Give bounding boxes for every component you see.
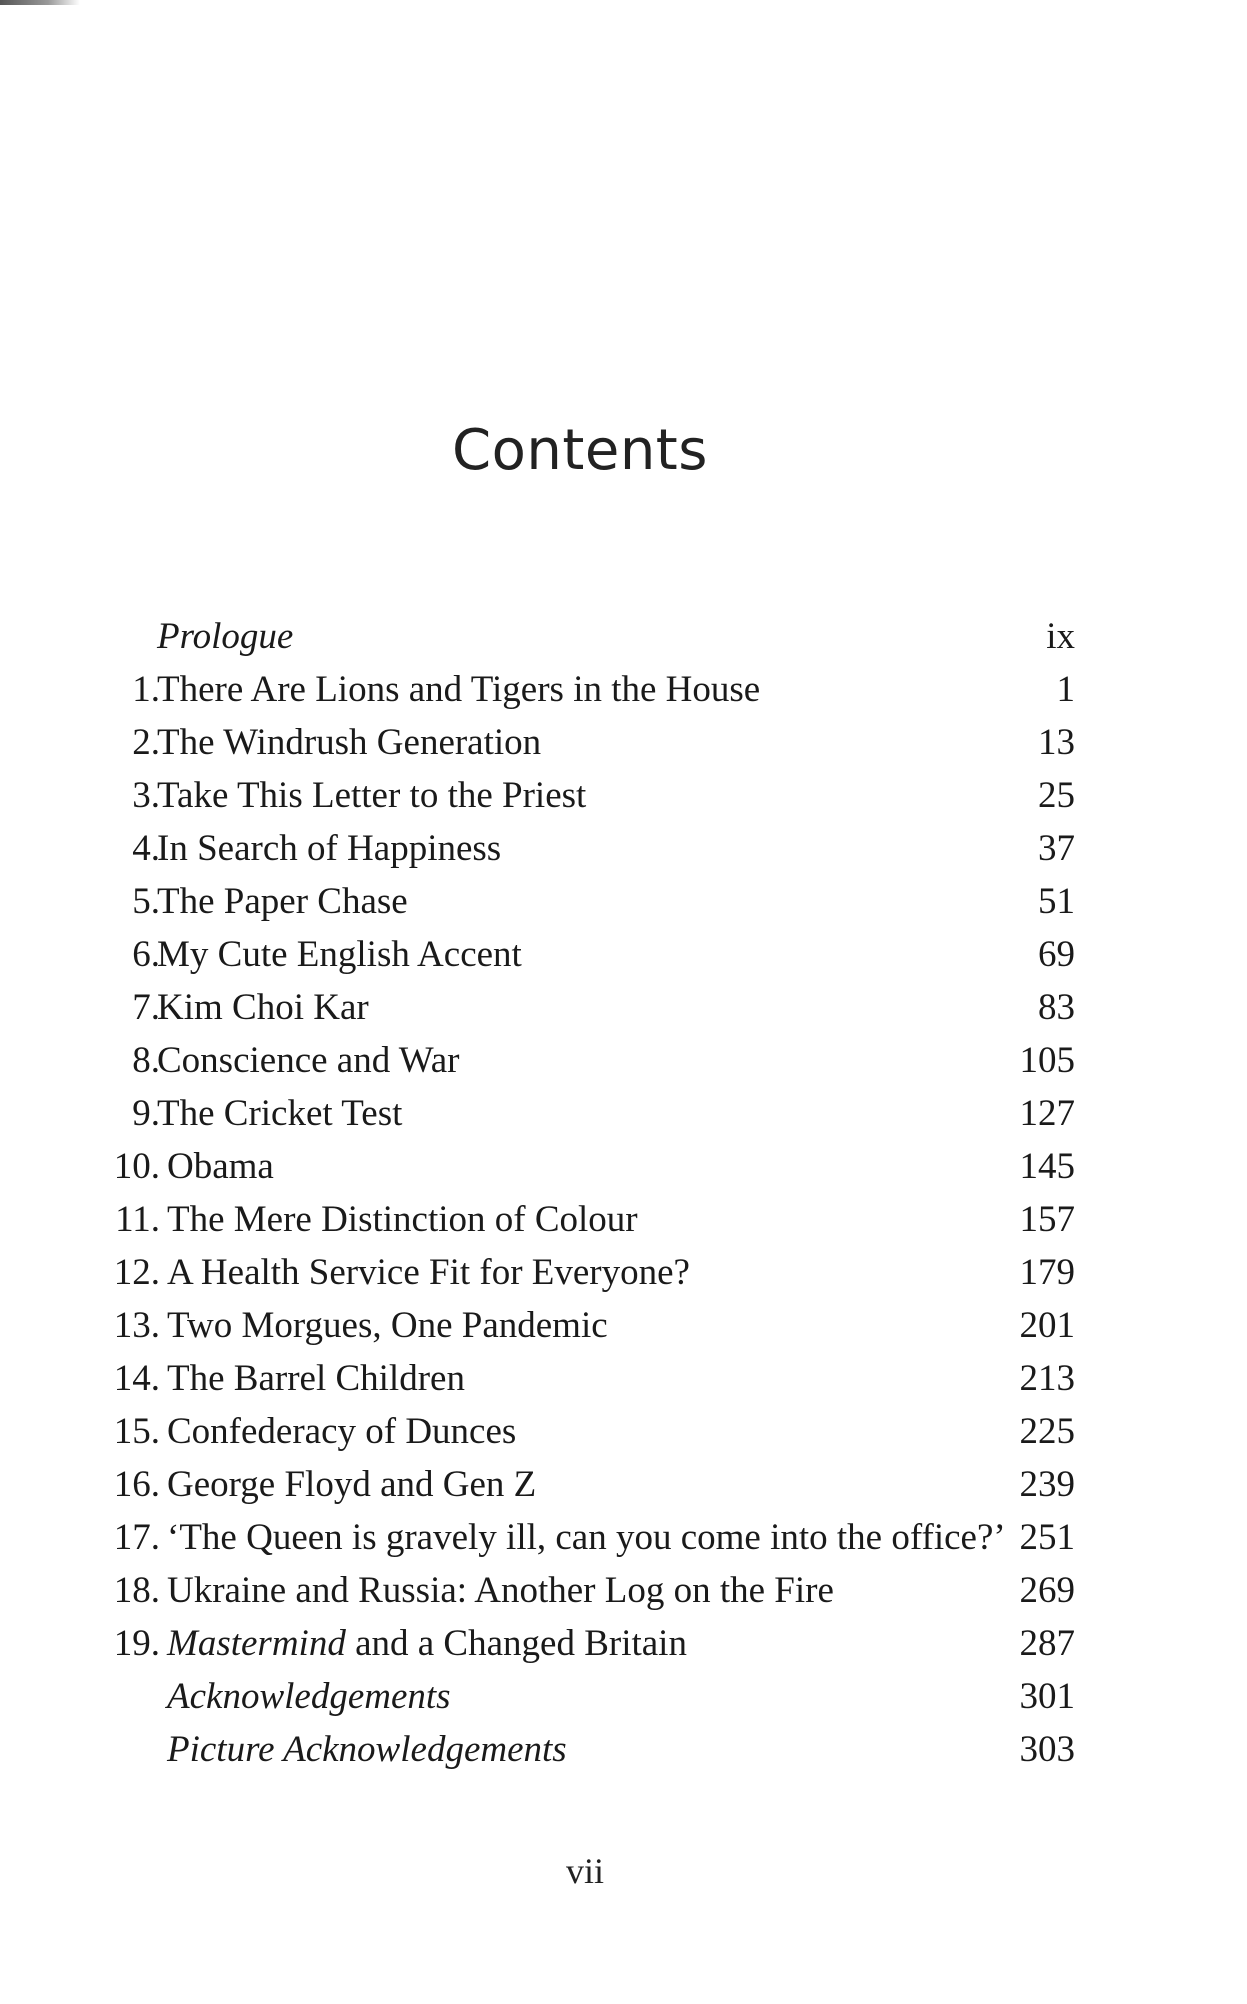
chapter-title: Acknowledgements	[167, 1676, 451, 1717]
toc-entry	[100, 1299, 1075, 1352]
page-reference: 213	[1019, 1358, 1075, 1399]
page-reference: 83	[1038, 987, 1075, 1028]
chapter-title: There Are Lions and Tigers in the House	[157, 669, 761, 710]
chapter-title: Confederacy of Dunces	[167, 1411, 517, 1452]
chapter-number: 17.	[113, 1517, 160, 1558]
page-reference: ix	[1046, 616, 1075, 657]
chapter-title: George Floyd and Gen Z	[167, 1464, 537, 1505]
toc-entry	[100, 928, 1075, 981]
page-reference: 225	[1019, 1411, 1075, 1452]
page-reference: 179	[1019, 1252, 1075, 1293]
page-reference: 25	[1038, 775, 1075, 816]
page-reference: 269	[1019, 1570, 1075, 1611]
page-reference: 157	[1019, 1199, 1075, 1240]
chapter-title: The Cricket Test	[157, 1093, 403, 1134]
toc-entry	[100, 1458, 1075, 1511]
chapter-title	[167, 1617, 687, 1670]
chapter-number: 7.	[132, 987, 160, 1028]
page-reference: 251	[1019, 1517, 1075, 1558]
chapter-title: Two Morgues, One Pandemic	[167, 1305, 608, 1346]
chapter-number: 19.	[113, 1623, 160, 1664]
toc-entry	[100, 716, 1075, 769]
chapter-title-italic-part: Mastermind	[167, 1623, 346, 1664]
chapter-number: 18.	[113, 1570, 160, 1611]
page-reference: 145	[1019, 1146, 1075, 1187]
chapter-title: My Cute English Accent	[157, 934, 522, 975]
chapter-number: 15.	[113, 1411, 160, 1452]
toc-entry	[100, 1140, 1075, 1193]
chapter-number: 5.	[132, 881, 160, 922]
page-title: Contents	[452, 417, 708, 483]
chapter-number: 6.	[132, 934, 160, 975]
chapter-title: ‘The Queen is gravely ill, can you come into the office?’	[167, 1517, 1006, 1558]
toc-entry	[100, 1617, 1075, 1670]
toc-entry	[100, 1511, 1075, 1564]
toc-entry	[100, 1193, 1075, 1246]
toc-entry	[100, 663, 1075, 716]
toc-entry	[100, 1246, 1075, 1299]
chapter-number: 10.	[113, 1146, 160, 1187]
chapter-number: 8.	[132, 1040, 160, 1081]
toc-entry	[100, 1723, 1075, 1776]
chapter-title: The Mere Distinction of Colour	[167, 1199, 638, 1240]
page-reference: 51	[1038, 881, 1075, 922]
chapter-title: The Barrel Children	[167, 1358, 465, 1399]
toc-entry	[100, 1087, 1075, 1140]
page-reference: 301	[1019, 1676, 1075, 1717]
chapter-number: 3.	[132, 775, 160, 816]
chapter-number: 9.	[132, 1093, 160, 1134]
chapter-title: Take This Letter to the Priest	[157, 775, 587, 816]
page-reference: 37	[1038, 828, 1075, 869]
page-reference: 287	[1019, 1623, 1075, 1664]
toc-entry	[100, 1352, 1075, 1405]
page-reference: 105	[1019, 1040, 1075, 1081]
chapter-title: Obama	[167, 1146, 274, 1187]
toc-entry	[100, 822, 1075, 875]
chapter-number: 12.	[113, 1252, 160, 1293]
toc-entry	[100, 875, 1075, 928]
toc-entry	[100, 1405, 1075, 1458]
chapter-title: A Health Service Fit for Everyone?	[167, 1252, 690, 1293]
page-reference: 303	[1019, 1729, 1075, 1770]
page-reference: 1	[1056, 669, 1075, 710]
page-number: vii	[565, 1851, 604, 1891]
page-reference: 201	[1019, 1305, 1075, 1346]
page-reference: 127	[1019, 1093, 1075, 1134]
chapter-number: 13.	[113, 1305, 160, 1346]
chapter-title: In Search of Happiness	[157, 828, 502, 869]
scan-edge-mark	[0, 0, 80, 5]
toc-entry	[100, 769, 1075, 822]
chapter-number: 4.	[132, 828, 160, 869]
toc-entry	[100, 610, 1075, 663]
toc-entry	[100, 1034, 1075, 1087]
chapter-number: 14.	[113, 1358, 160, 1399]
chapter-number: 2.	[132, 722, 160, 763]
page-reference: 69	[1038, 934, 1075, 975]
page-reference: 13	[1038, 722, 1075, 763]
chapter-title: Picture Acknowledgements	[167, 1729, 567, 1770]
chapter-title: The Paper Chase	[157, 881, 408, 922]
chapter-title-rest: and a Changed Britain	[345, 1623, 687, 1664]
toc-entry	[100, 1564, 1075, 1617]
chapter-title: Kim Choi Kar	[157, 987, 369, 1028]
toc-entry	[100, 1670, 1075, 1723]
chapter-number: 1.	[132, 669, 160, 710]
chapter-number: 11.	[115, 1199, 160, 1240]
chapter-title: Ukraine and Russia: Another Log on the Fire	[167, 1570, 834, 1611]
page-reference: 239	[1019, 1464, 1075, 1505]
chapter-title: The Windrush Generation	[157, 722, 542, 763]
chapter-title: Prologue	[157, 616, 294, 657]
toc-entry	[100, 981, 1075, 1034]
chapter-title: Conscience and War	[157, 1040, 460, 1081]
table-of-contents	[100, 610, 1075, 1776]
chapter-number: 16.	[113, 1464, 160, 1505]
